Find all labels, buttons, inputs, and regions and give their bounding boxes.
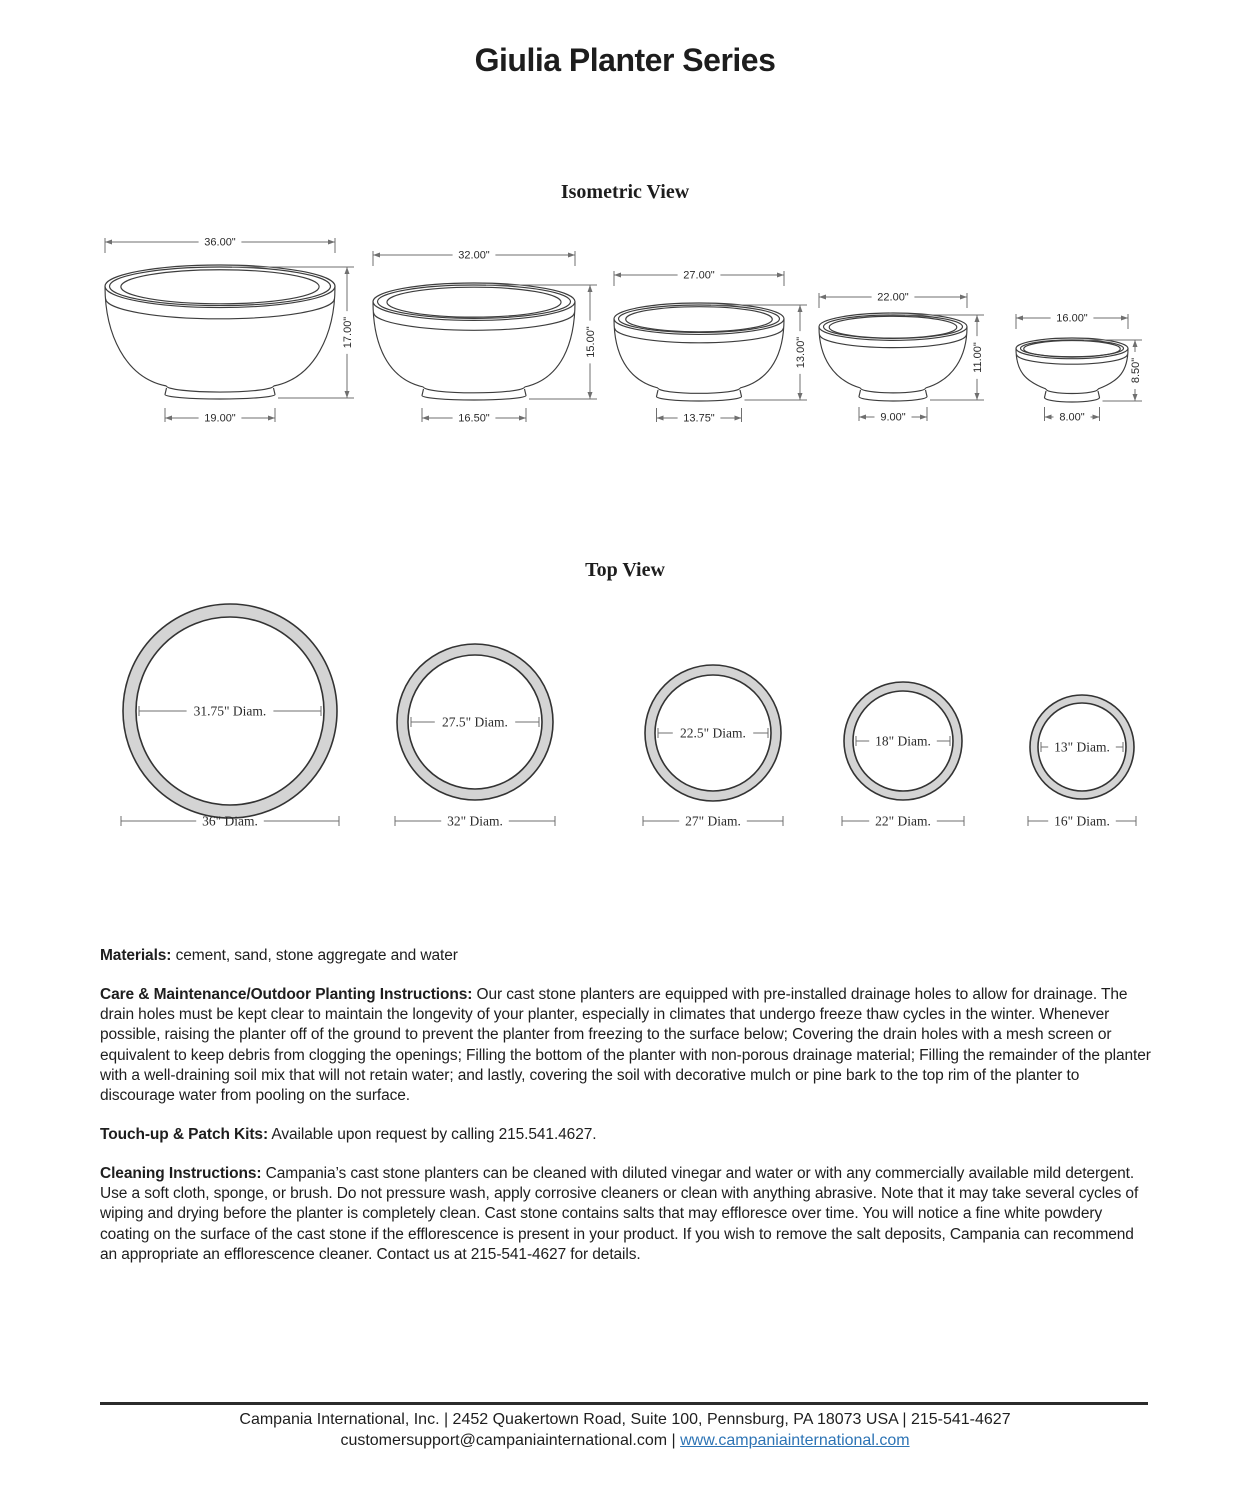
planter-dimensions-2 — [373, 250, 597, 425]
dim-label: 13.75" — [683, 412, 715, 425]
dim-label: 17.00" — [342, 316, 354, 349]
planter-isometric-4 — [819, 313, 967, 401]
dim-label: 8.50" — [1130, 357, 1142, 384]
planter-top-view-1 — [121, 604, 339, 829]
planter-top-view-4 — [842, 682, 964, 829]
footer-divider — [100, 1402, 1148, 1405]
dim-label: 8.00" — [1059, 411, 1085, 424]
top-view-drawings — [121, 604, 1136, 829]
dim-label: 9.00" — [880, 411, 906, 424]
dim-label: 22.00" — [877, 291, 909, 304]
cleaning-label: Cleaning Instructions: — [100, 1165, 262, 1183]
touchup-text: Available upon request by calling 215.541.4627. — [271, 1125, 597, 1143]
planter-dimensions-5 — [1016, 313, 1142, 424]
dim-label: 13.00" — [795, 336, 807, 369]
touchup-label: Touch-up & Patch Kits: — [100, 1125, 269, 1143]
specifications-text — [100, 946, 1152, 1284]
footer-contact-line: Campania International, Inc. | 2452 Quakertown Road, Suite 100, Pennsburg, PA 18073 USA | 215-541-4627 — [239, 1411, 1011, 1428]
footer-email-line — [0, 1430, 1250, 1451]
footer — [0, 1409, 1250, 1451]
planter-top-view-3 — [643, 665, 783, 829]
website-link[interactable]: www.campaniainternational.com — [680, 1432, 910, 1450]
dim-label: 27.5" Diam. — [442, 714, 508, 730]
dim-label: 31.75" Diam. — [193, 703, 267, 719]
planter-isometric-3 — [614, 303, 784, 401]
dim-label: 36" Diam. — [202, 813, 258, 829]
planter-top-view-5 — [1028, 695, 1136, 829]
planter-isometric-1 — [105, 265, 335, 399]
page-title: Giulia Planter Series — [474, 42, 776, 78]
care-paragraph — [100, 985, 1152, 1106]
materials-label: Materials: — [100, 947, 172, 964]
dim-label: 32.00" — [458, 249, 490, 262]
dim-label: 36.00" — [204, 236, 236, 249]
care-text: Our cast stone planters are equipped with pre-installed drainage holes to allow for drainage. The drain holes must be kept clear to maintain the longevity of your planter, especially in climates that undergo freeze thaw cycles in the winter. Whenever possible, raising the planter off of the ground to prevent the planter from freezing to the surface below; Covering the drain holes with a mesh screen or equivalent to keep debris from clogging the openings; Filling the bottom of the planter with non-porous drainage material; Filling the remainder of the planter with a well-draining soil mix that will not retain water; and lastly, covering the soil with decorative mulch or pine bark to the top rim of the planter to discourage water from pooling on the surface. — [100, 986, 1151, 1104]
cleaning-text: Campania’s cast stone planters can be cleaned with diluted vinegar and water or with any commercially available mild detergent. Use a soft cloth, sponge, or brush. Do not pressure wash, apply corrosive cleaners or clean with anything abrasive. Note that it may take several cycles of wiping and drying before the planter is completely clean. Cast stone contains salts that may effloresce over time. You will notice a fine white powdery coating on the surface of the cast stone if the efflorescence is present in your product. If you wish to remove the salt deposits, Campania can recommend an appropriate an efflorescence cleaner. Contact us at 215-541-4627 for details. — [100, 1165, 1139, 1263]
dim-label: 18" Diam. — [875, 733, 931, 749]
dim-label: 22.5" Diam. — [680, 725, 746, 741]
planter-isometric-2 — [373, 283, 575, 400]
dim-label: 16.00" — [1056, 312, 1088, 325]
dim-label: 32" Diam. — [447, 813, 503, 829]
cleaning-paragraph — [100, 1164, 1152, 1265]
isometric-view-heading: Isometric View — [560, 181, 690, 203]
planter-isometric-5 — [1016, 338, 1128, 402]
footer-email: customersupport@campaniainternational.com | — [340, 1432, 681, 1450]
dim-label: 11.00" — [972, 342, 984, 373]
dim-label: 15.00" — [585, 326, 597, 358]
touchup-paragraph — [100, 1125, 1152, 1145]
materials-text: cement, sand, stone aggregate and water — [175, 947, 458, 964]
dim-label: 16.50" — [458, 412, 490, 425]
dim-label: 27" Diam. — [685, 813, 741, 829]
dim-label: 13" Diam. — [1054, 739, 1110, 755]
isometric-drawings — [105, 237, 1142, 425]
planter-dimensions-4 — [819, 292, 984, 424]
planter-top-view-2 — [395, 644, 555, 829]
care-label: Care & Maintenance/Outdoor Planting Instructions: — [100, 986, 473, 1004]
dim-label: 19.00" — [204, 412, 236, 425]
dim-label: 16" Diam. — [1054, 813, 1110, 829]
materials-paragraph — [100, 946, 1152, 966]
dim-label: 22" Diam. — [875, 813, 931, 829]
dim-label: 27.00" — [683, 269, 715, 282]
top-view-heading: Top View — [585, 559, 665, 581]
